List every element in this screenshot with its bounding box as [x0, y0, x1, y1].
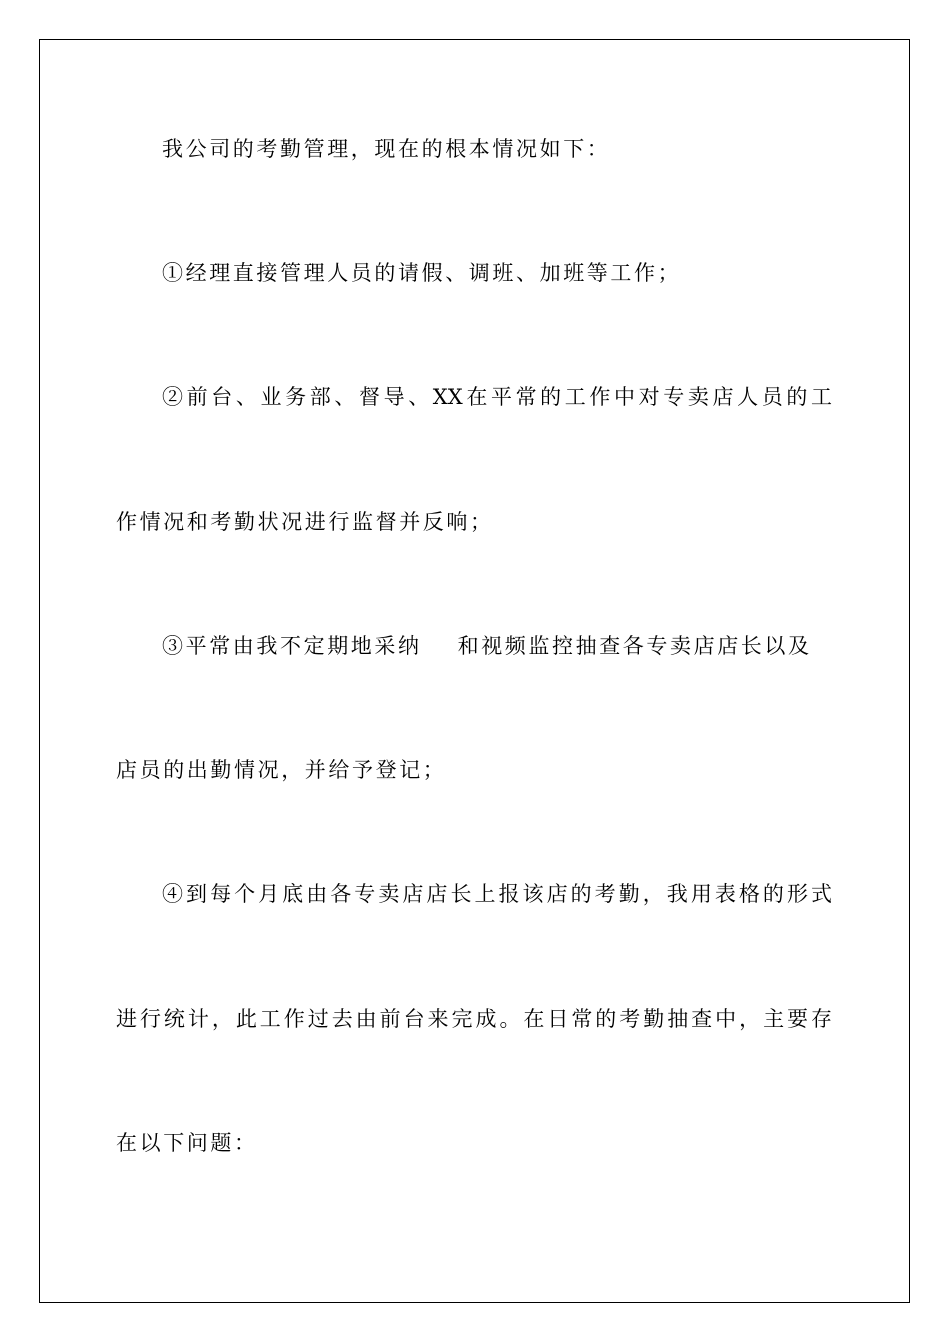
paragraph-1-line-1: 我公司的考勤管理，现在的根本情况如下：: [162, 137, 611, 161]
paragraph-4-line-1-part-1: ③平常由我不定期地采纳: [162, 634, 422, 658]
page-frame: [39, 39, 910, 1303]
paragraph-3-line-1: ②前台、业务部、督导、XX在平常的工作中对专卖店人员的工: [162, 385, 832, 409]
paragraph-4-line-1-part-2: 和视频监控抽查各专卖店店长以及: [457, 634, 812, 658]
paragraph-5-line-3: 在以下问题：: [116, 1131, 258, 1155]
paragraph-3-line-2: 作情况和考勤状况进行监督并反响；: [116, 510, 494, 534]
paragraph-5-line-1: ④到每个月底由各专卖店店长上报该店的考勤，我用表格的形式: [162, 882, 832, 906]
paragraph-4-line-2: 店员的出勤情况，并给予登记；: [116, 758, 447, 782]
paragraph-5-line-2: 进行统计，此工作过去由前台来完成。在日常的考勤抽查中，主要存: [116, 1007, 832, 1031]
paragraph-2-line-1: ①经理直接管理人员的请假、调班、加班等工作；: [162, 261, 682, 285]
paragraph-4-line-1: [162, 631, 832, 661]
